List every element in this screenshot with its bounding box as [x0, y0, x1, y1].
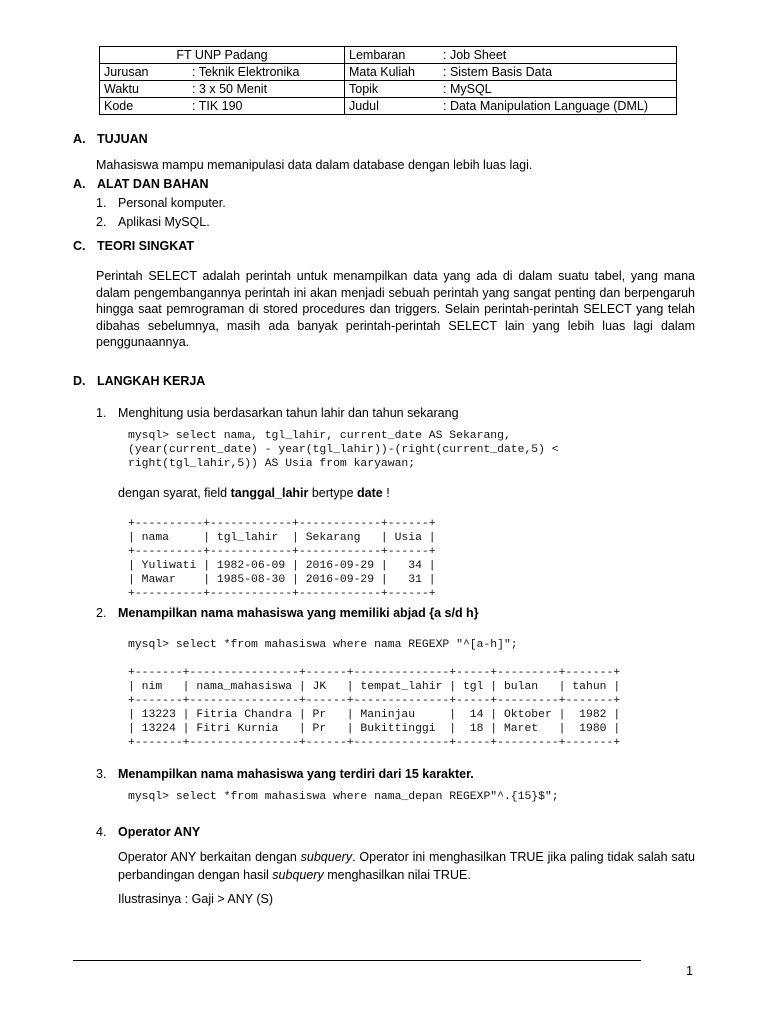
footer-divider	[73, 960, 641, 961]
value-cell: : Data Manipulation Language (DML)	[439, 98, 677, 115]
label-cell: Waktu	[100, 81, 189, 98]
condition-text: bertype	[308, 486, 358, 500]
label-cell: Topik	[345, 81, 440, 98]
label-cell: Mata Kuliah	[345, 64, 440, 81]
header-row	[100, 64, 677, 81]
step-title: Menampilkan nama mahasiswa yang terdiri dari 15 karakter.	[118, 767, 474, 781]
step-2-result-table: +-------+----------------+------+--------------+-----+---------+-------+ | nim | nama_mahasiswa | JK | tempat_lahir | tgl | bulan | tahun | +-------+----------------+------+--------------+-----+---------+-------+ | 13223 | Fitria Chandra | Pr | Maninjau | 14 | Oktober | 1982 | | 13224 | Fitri Kurnia | Pr | Bukittinggi | 18 | Maret | 1980 | +-------+----------------+------+--------------+-----+---------+-------+	[128, 667, 621, 749]
step-4-illustration: Ilustrasinya : Gaji > ANY (S)	[118, 892, 274, 906]
section-heading-alat	[73, 177, 209, 191]
header-table	[99, 46, 677, 115]
step-title: Menghitung usia berdasarkan tahun lahir dan tahun sekarang	[118, 406, 459, 420]
step-1-heading	[96, 406, 459, 420]
condition-text: !	[382, 486, 390, 500]
step-title: Menampilkan nama mahasiswa yang memiliki abjad {a s/d h}	[118, 606, 479, 620]
label-cell: Lembaran	[345, 47, 440, 64]
value-cell: : MySQL	[439, 81, 677, 98]
value-cell: : Sistem Basis Data	[439, 64, 677, 81]
label-cell: Kode	[100, 98, 189, 115]
step-2-query: mysql> select *from mahasiswa where nama REGEXP "^[a-h]";	[128, 639, 518, 651]
step-4-heading	[96, 825, 200, 839]
step-title: Operator ANY	[118, 825, 201, 839]
condition-type: date	[357, 486, 383, 500]
condition-text: dengan syarat, field	[118, 486, 231, 500]
list-text: Aplikasi MySQL.	[118, 215, 210, 229]
paragraph-text: Operator ANY berkaitan dengan	[118, 850, 301, 864]
paragraph-italic: subquery	[272, 868, 324, 882]
section-title: LANGKAH KERJA	[97, 374, 206, 388]
step-number: 4.	[96, 825, 107, 839]
paragraph-text: . Operator ini menghasilkan TRUE jika paling tidak salah satu perbandingan dengan hasil	[118, 850, 696, 882]
tujuan-paragraph: Mahasiswa mampu memanipulasi data dalam database dengan lebih luas lagi.	[96, 158, 533, 172]
paragraph-text: menghasilkan nilai TRUE.	[323, 868, 471, 882]
condition-field: tanggal_lahir	[230, 486, 309, 500]
step-3-query: mysql> select *from mahasiswa where nama_depan REGEXP"^.{15}$";	[128, 791, 559, 803]
section-letter: C.	[73, 239, 86, 253]
value-cell: : Teknik Elektronika	[188, 64, 345, 81]
value-cell: : Job Sheet	[439, 47, 677, 64]
label-cell: Judul	[345, 98, 440, 115]
section-title: TUJUAN	[97, 132, 148, 146]
page-number: 1	[686, 964, 693, 978]
section-title: TEORI SINGKAT	[97, 239, 194, 253]
list-number: 1.	[96, 196, 107, 210]
header-row	[100, 98, 677, 115]
list-number: 2.	[96, 215, 107, 229]
step-1-condition	[118, 486, 390, 500]
step-1-result-table: +----------+------------+------------+------+ | nama | tgl_lahir | Sekarang | Usia | +----------+------------+------------+------+ | Yuliwati | 1982-06-09 | 2016-09-29 | 34 | | Mawar | 1985-08-30 | 2016-09-29 | 31 | +----------+------------+------------+------+	[128, 518, 436, 600]
header-row	[100, 81, 677, 98]
section-heading-langkah	[73, 374, 205, 388]
value-cell: : TIK 190	[188, 98, 345, 115]
step-1-query: mysql> select nama, tgl_lahir, current_date AS Sekarang, (year(current_date) - year(tgl_lahir))-(right(current_date,5) < right(tgl_lahir,5)) AS Usia from karyawan;	[128, 430, 559, 470]
section-letter: A.	[73, 132, 86, 146]
list-item	[96, 196, 226, 210]
teori-paragraph: Perintah SELECT adalah perintah untuk menampilkan data yang ada di dalam suatu tabel, yang mana dalam pengembangannya perintah ini akan menjadi sebuah perintah yang sangat penting dan berpengaruh hingga saat pemrograman di stored procedures dan triggers. Selain perintah-perintah SELECT yang telah dibahas sebelumnya, masih ada banyak perintah-perintah SELECT lain yang lebih luas lagi dalam penggunaannya.	[96, 269, 695, 349]
label-cell: Jurusan	[100, 64, 189, 81]
section-title: ALAT DAN BAHAN	[97, 177, 209, 191]
step-number: 3.	[96, 767, 107, 781]
step-number: 2.	[96, 606, 107, 620]
value-cell: : 3 x 50 Menit	[188, 81, 345, 98]
section-heading-tujuan	[73, 132, 148, 146]
paragraph-italic: subquery	[300, 850, 353, 864]
step-4-paragraph	[118, 848, 695, 884]
faculty-cell: FT UNP Padang	[100, 47, 345, 64]
section-letter: D.	[73, 374, 86, 388]
step-number: 1.	[96, 406, 107, 420]
step-3-heading	[96, 767, 474, 781]
section-heading-teori	[73, 239, 194, 253]
list-item	[96, 215, 210, 229]
section-letter: A.	[73, 177, 86, 191]
list-text: Personal komputer.	[118, 196, 226, 210]
step-2-heading	[96, 606, 479, 620]
header-row	[100, 47, 677, 64]
